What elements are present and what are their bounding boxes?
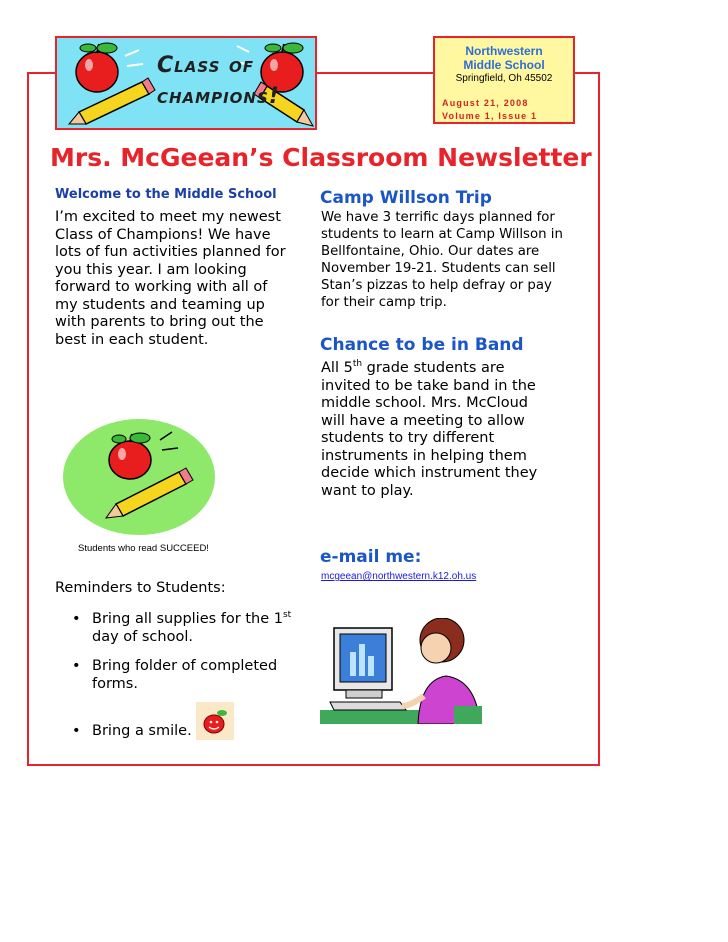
welcome-line: Class of Champions! We have	[55, 226, 271, 243]
camp-heading: Camp Willson Trip	[320, 188, 492, 208]
school-name-line-2: Middle School	[463, 58, 545, 72]
reminders-heading: Reminders to Students:	[55, 580, 226, 596]
band-line: invited to be take band in the	[321, 377, 536, 394]
banner-title	[157, 50, 317, 112]
email-heading: e-mail me:	[320, 547, 422, 567]
reminders-list	[55, 610, 305, 740]
clipart-caption: Students who read SUCCEED!	[78, 543, 209, 554]
band-line: decide which instrument they	[321, 465, 538, 481]
school-city: Springfield, Oh 45502	[455, 73, 553, 84]
band-line: middle school. Mrs. McCloud	[321, 395, 528, 411]
student-computer-icon	[320, 618, 482, 724]
camp-line: students to learn at Camp Willson in	[321, 227, 563, 242]
band-heading: Chance to be in Band	[320, 335, 524, 355]
welcome-line: lots of fun activities planned for	[55, 244, 286, 260]
school-info-box	[433, 36, 575, 124]
band-line: students to try different	[321, 430, 495, 446]
welcome-line: best in each student.	[55, 331, 209, 348]
camp-line: Bellfontaine, Ohio. Our dates are	[321, 244, 540, 259]
camp-line: November 19-21. Students can sell	[321, 261, 556, 276]
band-line: will have a meeting to allow	[321, 412, 525, 429]
band-line: want to play.	[321, 482, 414, 499]
band-body	[321, 360, 571, 500]
welcome-line: my students and teaming up	[55, 296, 265, 313]
welcome-line: I’m excited to meet my newest	[55, 209, 281, 225]
newsletter-title: Mrs. McGeean’s Classroom Newsletter	[50, 143, 592, 172]
banner-line-2: champions!	[157, 84, 280, 109]
band-line: All 5th grade students are	[321, 359, 505, 376]
camp-line: We have 3 terrific days planned for	[321, 210, 555, 225]
welcome-line: forward to working with all of	[55, 279, 268, 295]
welcome-body	[55, 209, 305, 349]
list-item: • Bring a smile.	[55, 722, 305, 740]
band-line: instruments in helping them	[321, 447, 527, 464]
issue-volume: Volume 1, Issue 1	[442, 111, 538, 121]
school-name-line-1: Northwestern	[465, 44, 543, 58]
list-item: • Bring folder of completed forms.	[55, 657, 305, 693]
welcome-line: with parents to bring out the	[55, 314, 264, 330]
banner-line-1: Class of	[157, 53, 255, 78]
apple-smile-icon	[196, 702, 234, 740]
email-link[interactable]: mcgeean@northwestern.k12.oh.us	[321, 571, 477, 582]
apple-pencil-clipart-icon	[62, 418, 217, 536]
camp-line: Stan’s pizzas to help defray or pay	[321, 278, 552, 293]
school-name	[435, 44, 573, 72]
issue-date: August 21, 2008	[442, 98, 529, 108]
welcome-line: you this year. I am looking	[55, 261, 247, 278]
list-item: • Bring all supplies for the 1st day of school.	[55, 610, 305, 646]
class-of-champions-banner	[55, 36, 317, 130]
camp-body	[321, 209, 571, 311]
camp-line: for their camp trip.	[321, 295, 447, 310]
welcome-heading: Welcome to the Middle School	[55, 187, 277, 202]
